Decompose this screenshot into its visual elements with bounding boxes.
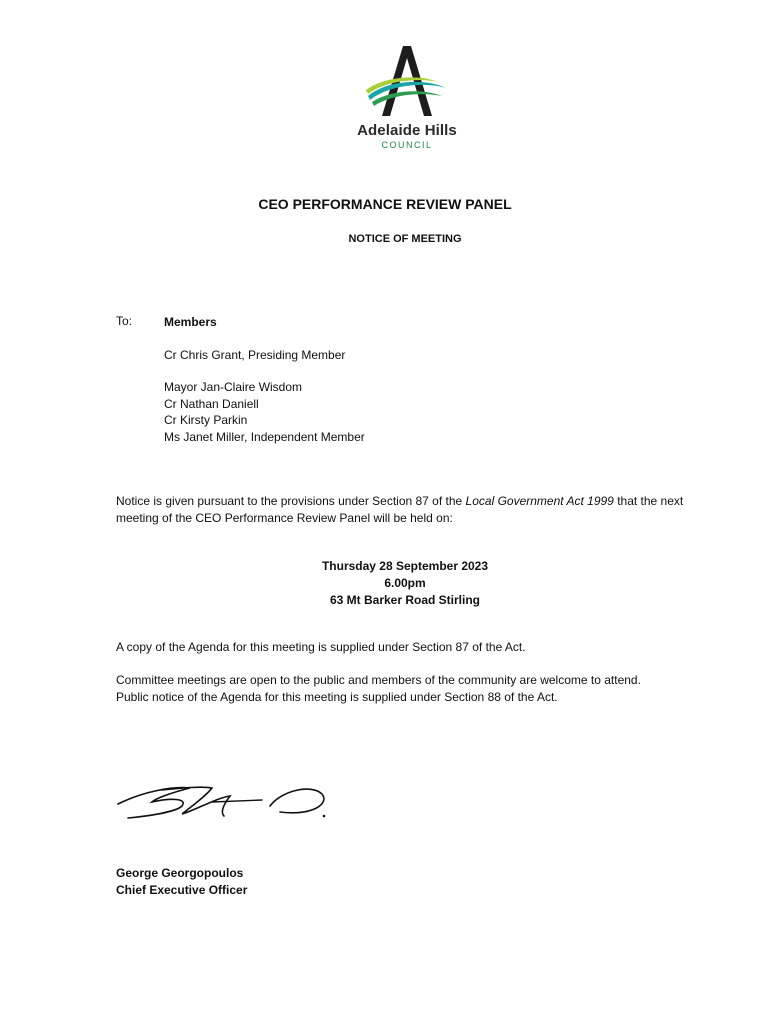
notice-text-after: that the next meeting of the CEO Performance Review Panel will be held on:: [116, 494, 684, 525]
to-label: To:: [116, 314, 133, 328]
signer-role: Chief Executive Officer: [116, 883, 248, 897]
meeting-date: Thursday 28 September 2023: [321, 559, 489, 573]
logo-subtitle: COUNCIL: [381, 140, 433, 150]
agenda-paragraph: A copy of the Agenda for this meeting is supplied under Section 87 of the Act.: [116, 640, 526, 654]
logo-name: Adelaide Hills: [357, 122, 457, 139]
page-title: CEO PERFORMANCE REVIEW PANEL: [258, 196, 512, 212]
member-item: Ms Janet Miller, Independent Member: [164, 429, 365, 444]
public-paragraph: [116, 672, 736, 706]
meeting-details: [0, 558, 770, 609]
meeting-location: 63 Mt Barker Road Stirling: [329, 593, 481, 607]
members-block: [164, 314, 365, 445]
council-logo: [340, 44, 474, 156]
meeting-time: 6.00pm: [384, 576, 426, 590]
presiding-member: Cr Chris Grant, Presiding Member: [164, 347, 346, 362]
council-logo-icon: [364, 44, 450, 120]
member-item: Mayor Jan-Claire Wisdom: [164, 380, 303, 394]
signer-name: George Georgopoulos: [116, 866, 244, 880]
signature-image: [112, 776, 342, 826]
members-heading: Members: [164, 315, 217, 329]
page-subtitle: NOTICE OF MEETING: [348, 233, 462, 245]
signer-block: [116, 865, 247, 899]
member-item: Cr Kirsty Parkin: [164, 413, 248, 427]
notice-act-name: Local Government Act 1999: [465, 494, 614, 508]
notice-paragraph: [116, 493, 716, 527]
public-line-2: Public notice of the Agenda for this meeting is supplied under Section 88 of the Act.: [116, 690, 558, 704]
notice-text-before: Notice is given pursuant to the provisions under Section 87 of the: [116, 494, 466, 508]
member-item: Cr Nathan Daniell: [164, 396, 259, 411]
public-line-1: Committee meetings are open to the public and members of the community are welcome to attend.: [116, 673, 641, 687]
